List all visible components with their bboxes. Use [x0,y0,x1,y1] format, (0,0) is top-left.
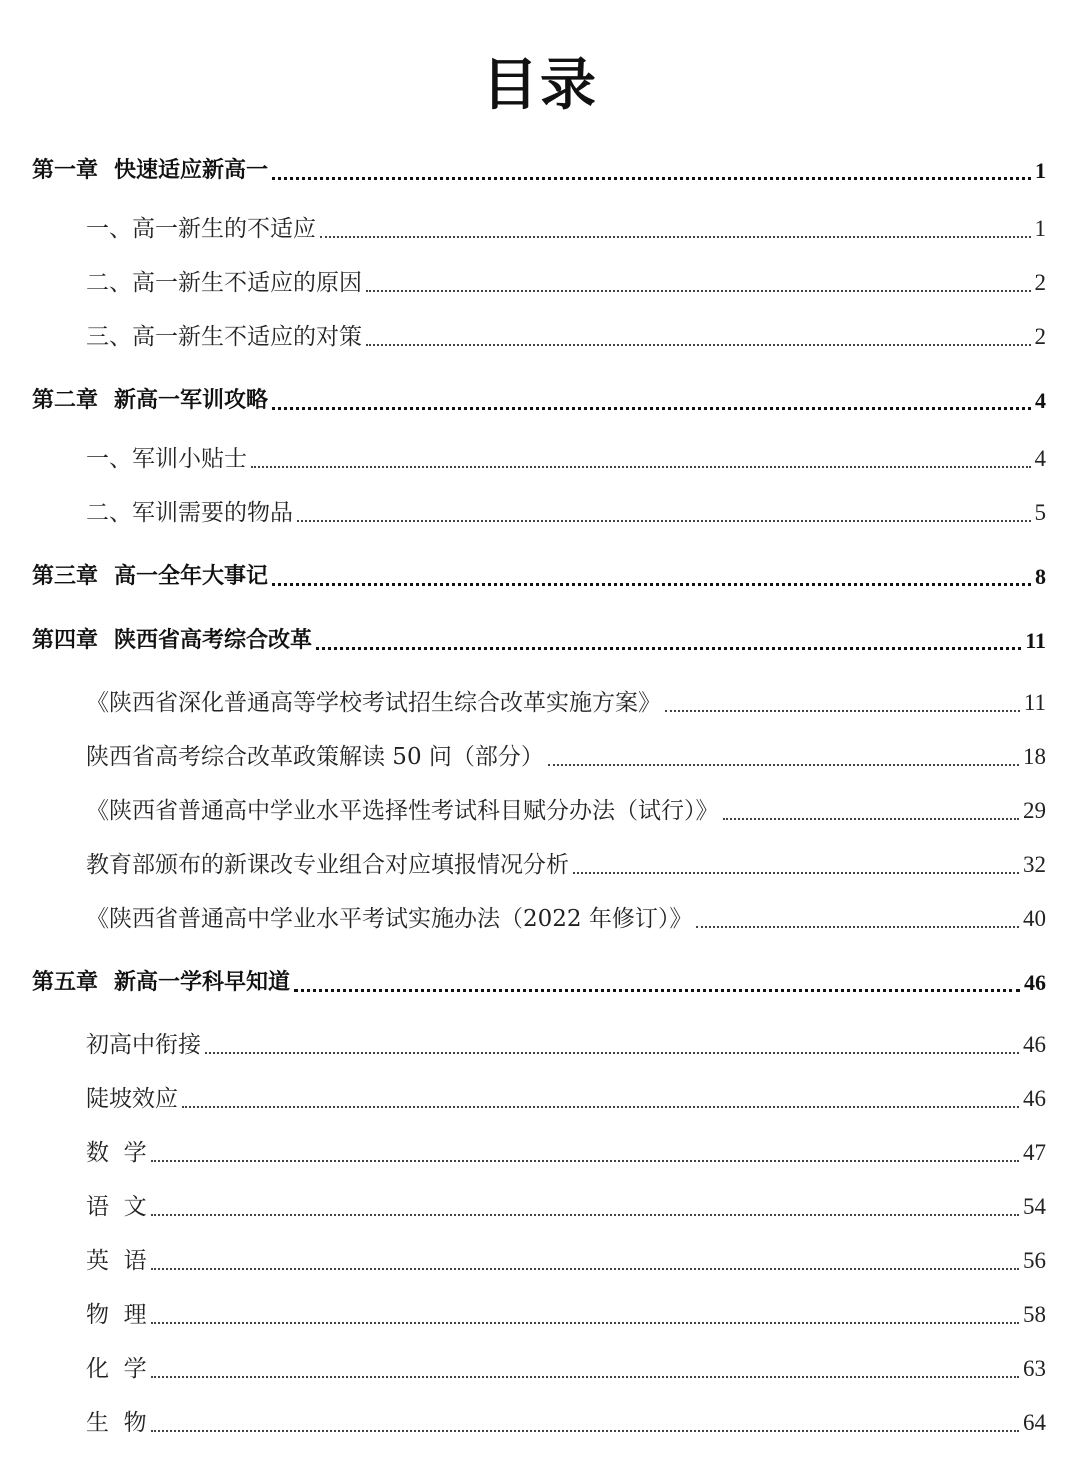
toc-section-entry[interactable] [86,1404,1046,1438]
toc-chapter-entry[interactable] [32,622,1046,656]
chapter-title: 新高一军训攻略 [114,388,269,413]
dot-leader [272,177,1031,180]
toc-chapter-entry[interactable] [32,382,1046,416]
toc-entry-label [32,626,312,656]
toc-section-entry[interactable] [86,846,1046,880]
page-number: 18 [1023,744,1046,769]
page-number: 29 [1023,798,1046,823]
toc-entry-label [32,968,290,998]
dot-leader [366,290,1031,292]
dot-leader [573,872,1019,874]
dot-leader [205,1052,1019,1054]
page-number: 32 [1023,852,1046,877]
toc-entry-label: 一、高一新生的不适应 [86,216,316,242]
dot-leader [151,1160,1019,1162]
toc-chapter-entry[interactable] [32,964,1046,998]
toc-section-entry[interactable] [86,1080,1046,1114]
toc-section-entry[interactable] [86,792,1046,826]
dot-leader [294,989,1020,992]
chapter-number: 第三章 [32,564,99,589]
dot-leader [366,344,1031,346]
page-number: 54 [1023,1194,1046,1219]
toc-entry-label: 初高中衔接 [86,1032,201,1058]
page-number: 5 [1034,500,1046,525]
toc-section-entry[interactable] [86,1026,1046,1060]
dot-leader [272,583,1031,586]
toc-entry-label: 生 物 [86,1410,147,1436]
toc-section-entry[interactable] [86,1296,1046,1330]
page-number: 64 [1023,1410,1046,1435]
dot-leader [297,520,1031,522]
toc-entry-label: 三、高一新生不适应的对策 [86,324,362,350]
dot-leader [665,710,1020,712]
dot-leader [182,1106,1019,1108]
page-number: 46 [1023,1086,1046,1111]
toc-entry-label [32,156,268,186]
dot-leader [696,926,1019,928]
page-number: 40 [1023,906,1046,931]
chapter-title: 快速适应新高一 [114,158,269,183]
toc-entry-label: 英 语 [86,1248,147,1274]
toc-entry-label: 数 学 [86,1140,147,1166]
page-number: 8 [1035,564,1046,589]
toc-section-entry[interactable] [86,738,1046,772]
chapter-number: 第四章 [32,628,99,653]
toc-entry-label: 《陕西省普通高中学业水平选择性考试科目赋分办法（试行）》 [86,798,719,824]
toc-section-entry[interactable] [86,264,1046,298]
toc-entry-label: 《陕西省普通高中学业水平考试实施办法（2022 年修订）》 [86,906,693,932]
toc-section-entry[interactable] [86,440,1046,474]
toc-entry-label: 化 学 [86,1356,147,1382]
dot-leader [723,818,1020,820]
dot-leader [316,647,1021,650]
page-number: 47 [1023,1140,1046,1165]
toc-section-entry[interactable] [86,1188,1046,1222]
toc-entry-label [32,386,268,416]
page-number: 58 [1023,1302,1046,1327]
toc-entry-label: 陡坡效应 [86,1086,178,1112]
page-number: 4 [1034,446,1046,471]
page-title: 目录 [482,53,598,118]
toc-section-entry[interactable] [86,1242,1046,1276]
page-number: 4 [1035,388,1046,413]
toc-entry-label: 物 理 [86,1302,147,1328]
page-number: 63 [1023,1356,1046,1381]
page-number: 1 [1035,158,1046,183]
dot-leader [251,466,1031,468]
dot-leader [151,1214,1019,1216]
toc-section-entry[interactable] [86,210,1046,244]
toc-entry-label: 一、军训小贴士 [86,446,247,472]
toc-entry-label: 二、军训需要的物品 [86,500,293,526]
toc-chapter-entry[interactable] [32,558,1046,592]
toc-section-entry[interactable] [86,1350,1046,1384]
page-number: 56 [1023,1248,1046,1273]
chapter-title: 高一全年大事记 [114,564,269,589]
toc-section-entry[interactable] [86,1134,1046,1168]
toc-entry-label [32,562,268,592]
toc-entry-label: 教育部颁布的新课改专业组合对应填报情况分析 [86,852,569,878]
toc-entry-label: 陕西省高考综合改革政策解读 50 问（部分） [86,744,544,770]
toc-section-entry[interactable] [86,684,1046,718]
dot-leader [151,1376,1019,1378]
page-number: 1 [1034,216,1046,241]
page-number: 2 [1034,270,1046,295]
chapter-title: 新高一学科早知道 [114,970,291,995]
dot-leader [548,764,1019,766]
toc-entry-label: 语 文 [86,1194,147,1220]
page-number: 11 [1025,628,1046,653]
toc-entry-label: 二、高一新生不适应的原因 [86,270,362,296]
chapter-number: 第二章 [32,388,99,413]
chapter-number: 第一章 [32,158,99,183]
toc-section-entry[interactable] [86,494,1046,528]
dot-leader [272,407,1031,410]
toc-section-entry[interactable] [86,900,1046,934]
toc-section-entry[interactable] [86,318,1046,352]
toc-entry-label: 《陕西省深化普通高等学校考试招生综合改革实施方案》 [86,690,661,716]
dot-leader [151,1322,1019,1324]
page-number: 2 [1034,324,1046,349]
page-number: 46 [1024,970,1046,995]
chapter-title: 陕西省高考综合改革 [114,628,313,653]
dot-leader [151,1268,1019,1270]
page-number: 11 [1023,690,1046,715]
dot-leader [151,1430,1019,1432]
toc-chapter-entry[interactable] [32,152,1046,186]
page-number: 46 [1023,1032,1046,1057]
dot-leader [320,236,1031,238]
chapter-number: 第五章 [32,970,99,995]
